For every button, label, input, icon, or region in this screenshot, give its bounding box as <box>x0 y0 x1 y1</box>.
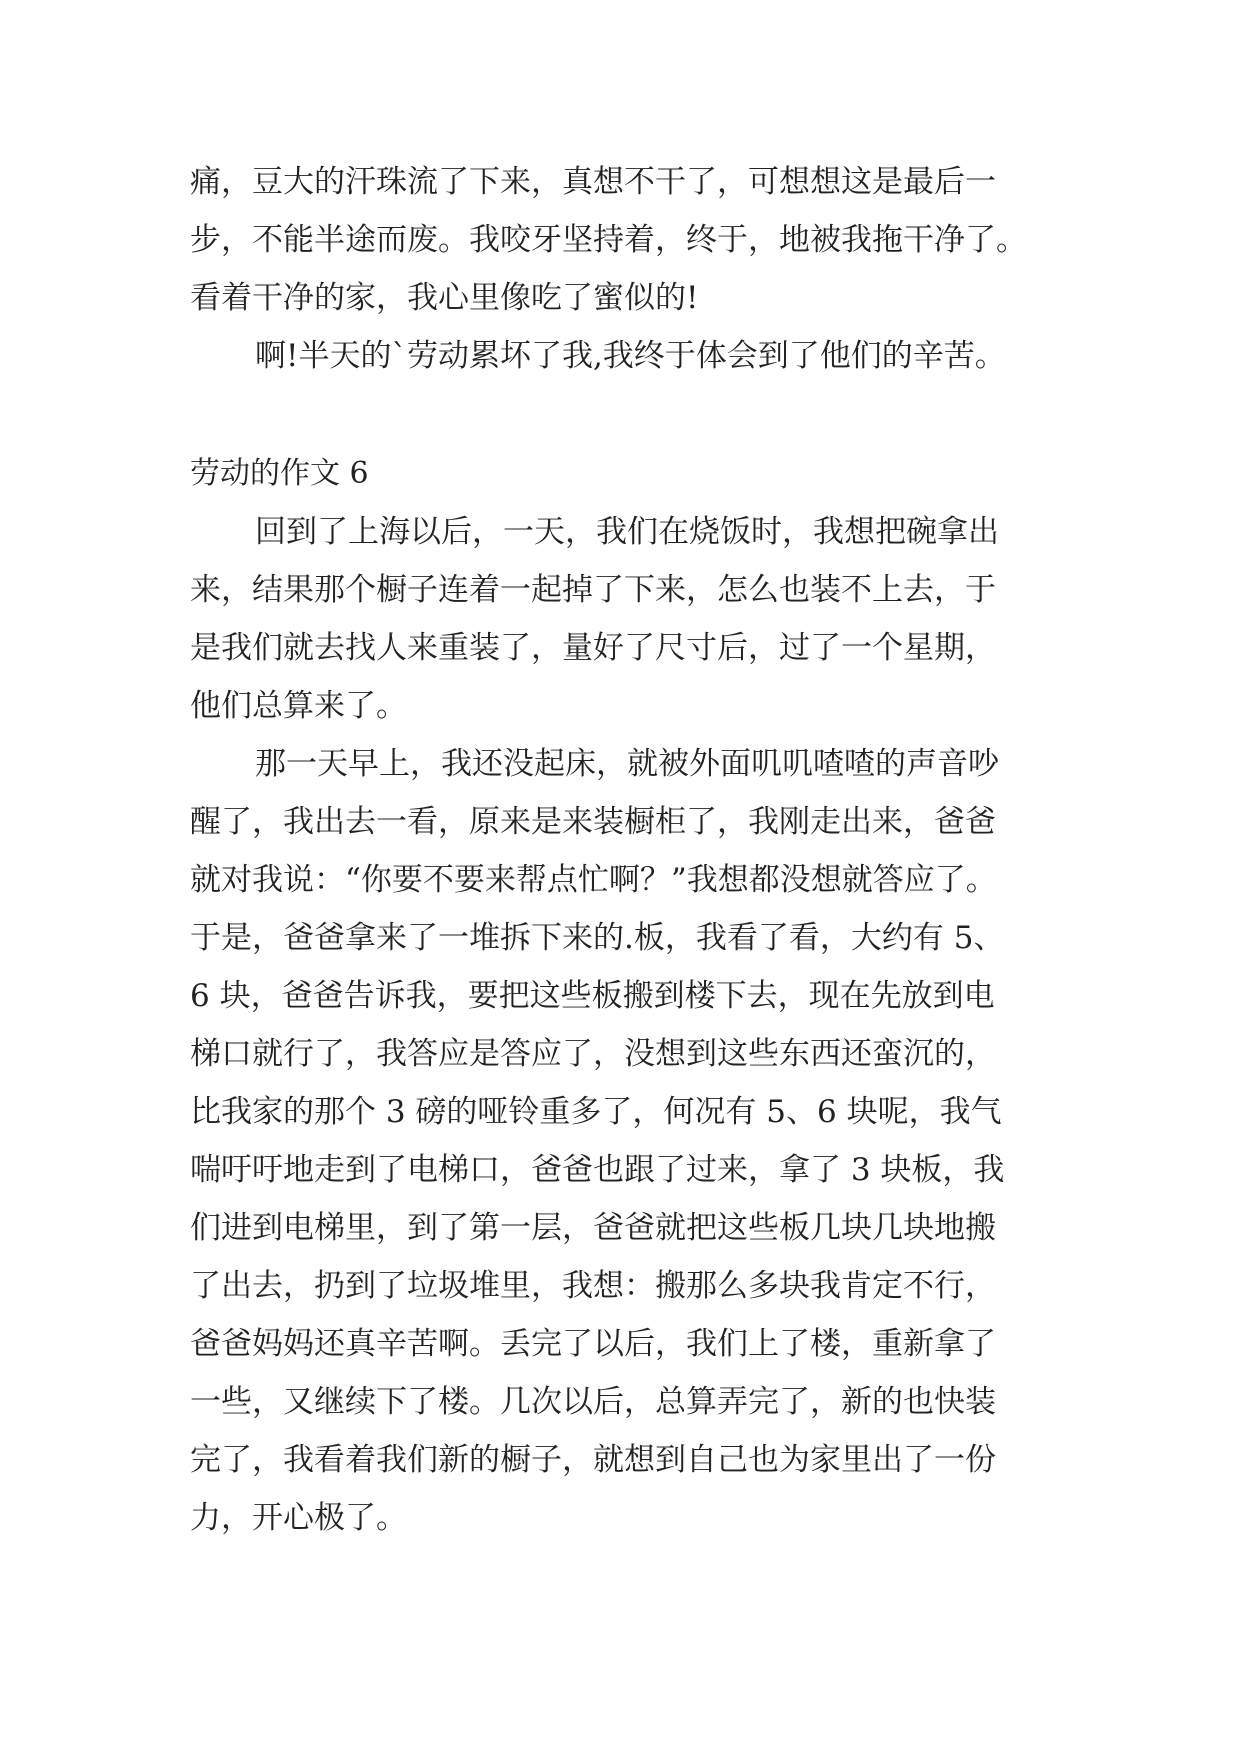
text-line: 完了，我看着我们新的橱子，就想到自己也为家里出了一份 <box>190 1442 996 1478</box>
text-line: 醒了，我出去一看，原来是来装橱柜了，我刚走出来，爸爸 <box>190 804 996 840</box>
text-line: 啊!半天的`劳动累坏了我,我终于体会到了他们的辛苦。 <box>255 338 1006 374</box>
text-line: 来，结果那个橱子连着一起掉了下来，怎么也装不上去，于 <box>190 572 996 608</box>
text-line: 是我们就去找人来重装了，量好了尺寸后，过了一个星期， <box>190 630 996 666</box>
text-line: 比我家的那个 3 磅的哑铃重多了，何况有 5、6 块呢，我气 <box>190 1094 1002 1130</box>
text-line: 回到了上海以后，一天，我们在烧饭时，我想把碗拿出 <box>255 514 999 550</box>
text-line: 梯口就行了，我答应是答应了，没想到这些东西还蛮沉的， <box>190 1036 996 1072</box>
text-line: 们进到电梯里，到了第一层，爸爸就把这些板几块几块地搬 <box>190 1210 996 1246</box>
text-line: 步，不能半途而废。我咬牙坚持着，终于，地被我拖干净了。 <box>190 222 1027 258</box>
text-line: 一些，又继续下了楼。几次以后，总算弄完了，新的也快装 <box>190 1384 996 1420</box>
text-line: 他们总算来了。 <box>190 688 407 724</box>
text-line: 于是，爸爸拿来了一堆拆下来的.板，我看了看，大约有 5、 <box>190 920 1005 956</box>
text-line: 力，开心极了。 <box>190 1500 407 1536</box>
section-heading: 劳动的作文 6 <box>190 456 369 491</box>
text-line: 看着干净的家，我心里像吃了蜜似的! <box>190 280 699 316</box>
text-line: 喘吁吁地走到了电梯口，爸爸也跟了过来，拿了 3 块板，我 <box>190 1152 1005 1188</box>
text-line: 6 块，爸爸告诉我，要把这些板搬到楼下去，现在先放到电 <box>190 978 995 1014</box>
text-line: 就对我说：“你要不要来帮点忙啊？”我想都没想就答应了。 <box>190 862 997 898</box>
text-line: 爸爸妈妈还真辛苦啊。丢完了以后，我们上了楼，重新拿了 <box>190 1326 996 1362</box>
text-line: 了出去，扔到了垃圾堆里，我想：搬那么多块我肯定不行， <box>190 1268 996 1304</box>
text-line: 痛，豆大的汗珠流了下来，真想不干了，可想想这是最后一 <box>190 164 996 200</box>
text-line: 那一天早上，我还没起床，就被外面叽叽喳喳的声音吵 <box>255 746 999 782</box>
